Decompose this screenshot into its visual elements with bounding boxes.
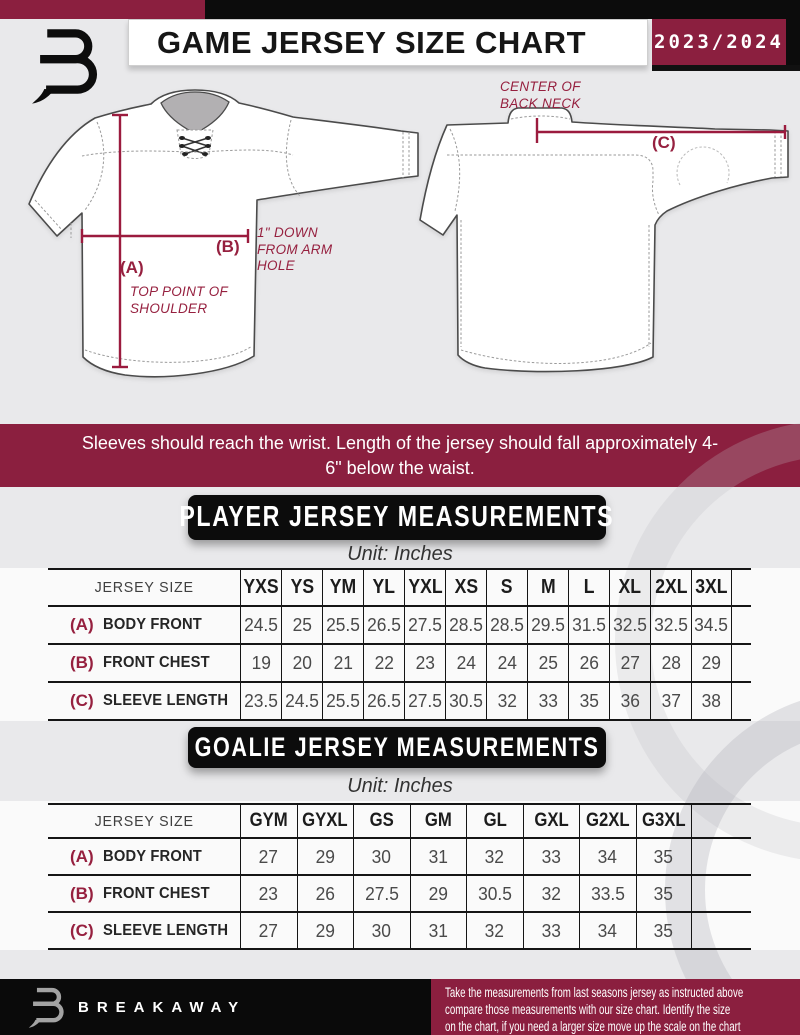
measure-value-cell: 33 — [527, 683, 568, 719]
row-measure-name: SLEEVE LENGTH — [102, 692, 228, 709]
table-filler — [692, 839, 751, 874]
measure-value-cell: 30.5 — [466, 876, 523, 911]
measure-value-cell: 24.5 — [281, 683, 322, 719]
table-corner-label: JERSEY SIZE — [94, 812, 194, 830]
size-column-header: 2XL — [650, 570, 691, 605]
measure-value-cell: 27.5 — [404, 683, 445, 719]
size-column-header: GM — [410, 805, 467, 837]
measure-value-cell: 31 — [410, 913, 467, 948]
measure-value-cell: 32 — [466, 913, 523, 948]
measure-value-cell: 27 — [240, 839, 297, 874]
row-label — [48, 839, 240, 874]
row-measure-name: FRONT CHEST — [102, 884, 210, 902]
measure-value-cell: 24.5 — [240, 607, 281, 643]
measure-value-cell: 19 — [240, 645, 281, 681]
size-column-header: GXL — [523, 805, 580, 837]
footer-brand-name: BREAKAWAY — [78, 998, 247, 1016]
top-right-corner-block — [786, 0, 800, 66]
table-filler — [692, 876, 751, 911]
size-column-header: GYM — [240, 805, 297, 837]
measure-value-cell: 28.5 — [486, 607, 527, 643]
top-strip-black — [205, 0, 800, 19]
row-key: (C) — [70, 691, 94, 710]
size-column-header: GYXL — [297, 805, 354, 837]
measure-value-cell: 36 — [609, 683, 650, 719]
row-key: (A) — [70, 615, 94, 634]
season-badge — [652, 19, 786, 65]
table-filler — [732, 570, 751, 605]
row-key: (B) — [70, 653, 94, 672]
table-row — [48, 913, 751, 950]
row-label — [48, 913, 240, 948]
season-label: 2023/2024 — [654, 31, 784, 53]
measure-value-cell: 33 — [523, 839, 580, 874]
measure-value-cell: 33.5 — [579, 876, 636, 911]
measure-value-cell: 32 — [466, 839, 523, 874]
footer-brand-block — [0, 979, 431, 1035]
measure-value-cell: 21 — [322, 645, 363, 681]
measure-value-cell: 23 — [240, 876, 297, 911]
row-key: (C) — [70, 920, 94, 940]
measure-value-cell: 24 — [486, 645, 527, 681]
row-key: (B) — [70, 883, 94, 903]
measure-value-cell: 23.5 — [240, 683, 281, 719]
fit-notice-banner — [0, 424, 800, 487]
marker-b-note: 1" DOWN FROM ARM HOLE — [257, 225, 333, 273]
size-column-header: 3XL — [691, 570, 732, 605]
title-bar — [128, 19, 648, 66]
measure-value-cell: 38 — [691, 683, 732, 719]
back-jersey-illustration — [415, 85, 795, 385]
fit-notice-text: Sleeves should reach the wrist. Length of the jersey should fall approximately 4-6" below the waist. — [81, 432, 719, 478]
measure-value-cell: 35 — [636, 913, 693, 948]
row-label — [48, 645, 240, 681]
player-section-banner — [179, 495, 615, 540]
size-column-header: G3XL — [636, 805, 693, 837]
row-measure-name: FRONT CHEST — [102, 654, 210, 671]
size-column-header: GL — [466, 805, 523, 837]
row-label — [48, 876, 240, 911]
measure-value-cell: 31 — [410, 839, 467, 874]
measure-value-cell: 28 — [650, 645, 691, 681]
goalie-unit-label: Unit: Inches — [347, 775, 453, 797]
size-column-header: XL — [609, 570, 650, 605]
measure-value-cell: 20 — [281, 645, 322, 681]
page-title: GAME JERSEY SIZE CHART — [157, 24, 587, 60]
measure-value-cell: 32 — [486, 683, 527, 719]
measure-value-cell: 35 — [636, 839, 693, 874]
table-corner-label: JERSEY SIZE — [94, 579, 194, 596]
goalie-section-title: GOALIE JERSEY MEASUREMENTS — [194, 732, 600, 762]
measure-value-cell: 32.5 — [650, 607, 691, 643]
measure-value-cell: 27 — [609, 645, 650, 681]
size-column-header: YL — [363, 570, 404, 605]
size-column-header: G2XL — [579, 805, 636, 837]
table-row — [48, 645, 751, 683]
footer-instruction-line: on the chart, if you need a larger size move up the scale on the chart — [445, 1019, 741, 1035]
measure-value-cell: 30 — [353, 839, 410, 874]
measure-value-cell: 25.5 — [322, 607, 363, 643]
footer-instruction-line: Take the measurements from last seasons jersey as instructed above — [445, 985, 744, 1000]
size-column-header: YXL — [404, 570, 445, 605]
measure-value-cell: 29 — [297, 913, 354, 948]
player-section-title: PLAYER JERSEY MEASUREMENTS — [179, 501, 615, 533]
measure-value-cell: 27 — [240, 913, 297, 948]
row-measure-name: BODY FRONT — [102, 616, 202, 633]
footer-monogram-logo — [26, 985, 68, 1029]
goalie-section-banner — [188, 727, 606, 768]
size-column-header: L — [568, 570, 609, 605]
row-measure-name: BODY FRONT — [102, 847, 202, 865]
measure-value-cell: 27.5 — [353, 876, 410, 911]
marker-a-label: (A) — [120, 258, 144, 277]
table-row — [48, 876, 751, 913]
size-column-header: GS — [353, 805, 410, 837]
goalie-size-table — [48, 803, 751, 950]
measure-value-cell: 33 — [523, 913, 580, 948]
measure-value-cell: 29 — [297, 839, 354, 874]
table-row — [48, 607, 751, 645]
row-label — [48, 683, 240, 719]
size-column-header: M — [527, 570, 568, 605]
table-header-row — [48, 803, 751, 839]
footer-instructions-block — [431, 979, 800, 1035]
measure-value-cell: 25 — [527, 645, 568, 681]
measure-value-cell: 22 — [363, 645, 404, 681]
measure-value-cell: 25.5 — [322, 683, 363, 719]
marker-c-note: CENTER OF BACK NECK — [500, 79, 581, 111]
table-filler — [732, 645, 751, 681]
table-filler — [692, 805, 751, 837]
measure-value-cell: 31.5 — [568, 607, 609, 643]
footer-instruction-line: compare those measurements with our size chart. Identify the size — [445, 1002, 731, 1018]
measure-value-cell: 25 — [281, 607, 322, 643]
measure-value-cell: 23 — [404, 645, 445, 681]
table-filler — [692, 913, 751, 948]
table-row — [48, 683, 751, 721]
row-label — [48, 607, 240, 643]
size-column-header: YS — [281, 570, 322, 605]
measure-value-cell: 26 — [297, 876, 354, 911]
measure-value-cell: 30 — [353, 913, 410, 948]
measure-value-cell: 26.5 — [363, 683, 404, 719]
row-key: (A) — [70, 846, 94, 866]
measure-value-cell: 34 — [579, 913, 636, 948]
measure-value-cell: 32.5 — [609, 607, 650, 643]
table-row — [48, 839, 751, 876]
row-measure-name: SLEEVE LENGTH — [102, 921, 228, 939]
table-filler — [732, 683, 751, 719]
player-size-table — [48, 568, 751, 721]
measure-value-cell: 32 — [523, 876, 580, 911]
size-column-header: YXS — [240, 570, 281, 605]
size-column-header: YM — [322, 570, 363, 605]
marker-b-label: (B) — [216, 237, 240, 256]
measure-value-cell: 24 — [445, 645, 486, 681]
player-unit-label: Unit: Inches — [347, 543, 453, 565]
measure-value-cell: 35 — [568, 683, 609, 719]
measure-value-cell: 34 — [579, 839, 636, 874]
measure-value-cell: 29 — [410, 876, 467, 911]
table-header-row — [48, 568, 751, 607]
measure-value-cell: 35 — [636, 876, 693, 911]
size-column-header: XS — [445, 570, 486, 605]
marker-a-note: TOP POINT OF SHOULDER — [130, 284, 228, 316]
marker-c-label: (C) — [652, 133, 676, 152]
table-filler — [732, 607, 751, 643]
measure-value-cell: 27.5 — [404, 607, 445, 643]
measure-value-cell: 30.5 — [445, 683, 486, 719]
top-strip-maroon — [0, 0, 205, 19]
measure-value-cell: 34.5 — [691, 607, 732, 643]
size-column-header: S — [486, 570, 527, 605]
measure-value-cell: 29 — [691, 645, 732, 681]
measure-value-cell: 26.5 — [363, 607, 404, 643]
measure-value-cell: 29.5 — [527, 607, 568, 643]
measure-value-cell: 26 — [568, 645, 609, 681]
measure-value-cell: 28.5 — [445, 607, 486, 643]
season-badge-shadow — [652, 65, 800, 71]
measure-value-cell: 37 — [650, 683, 691, 719]
